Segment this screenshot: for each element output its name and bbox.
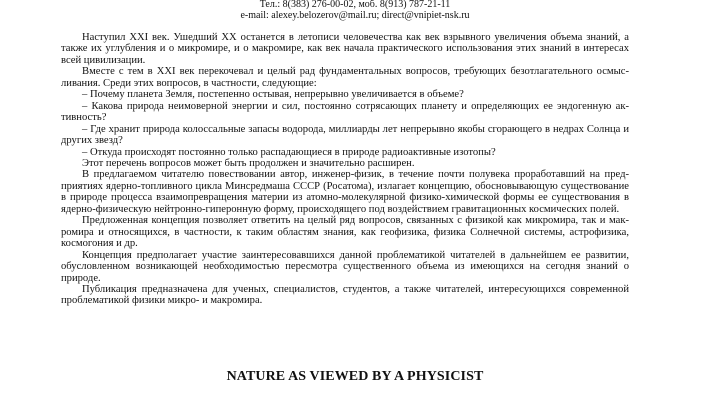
contact-email: e-mail: alexey.belozerov@mail.ru; direct@vnipiet-nsk.ru bbox=[240, 10, 470, 21]
paragraph: Этот перечень вопросов может быть продолжен и значительно расширен. bbox=[82, 157, 415, 169]
paragraph: Наступил XXI век. Ушедший XX останется в летописи человечества как век взрывного увеличения объема знаний, а также их углубления и о микромире, и о макромире, как век начала практического использования этих знаний в интересах всей цивилизации. bbox=[61, 32, 629, 66]
paragraph: Предложенная концепция позволяет ответить на целый ряд вопросов, связанных с физикой как микромира, так и макромира и относящихся, в частности, к таким областям знания, как геофизика, физика Солнечной системы, астрофизика, космогония и др. bbox=[61, 215, 629, 250]
abstract-body bbox=[61, 32, 629, 307]
contact-phone: Тел.: 8(383) 276-00-02, моб. 8(913) 787-21-11 bbox=[259, 0, 451, 10]
paragraph: Публикация предназначена для ученых, специалистов, студентов, а также читателей, интересующихся современной проблематикой физики микро- и макромира. bbox=[61, 283, 629, 307]
question-item: – Где хранит природа колоссальные запасы водорода, миллиарды лет непрерывно якобы сгорающего в недрах Солнца и других звезд? bbox=[61, 123, 629, 147]
question-item: – Откуда происходят постоянно только распадающиеся в природе радиоактивные изотопы? bbox=[82, 146, 496, 158]
question-item: – Какова природа неимоверной энергии и сил, постоянно сотрясающих планету и определяющих ее эндогенную активность? bbox=[61, 100, 629, 124]
question-item: – Почему планета Земля, постепенно остывая, непрерывно увеличивается в объеме? bbox=[82, 89, 464, 101]
paragraph: В предлагаемом читателю повествовании автор, инженер-физик, в течение почти полувека проработавший на предприятиях ядерно-топливного цикла Минсредмаша СССР (Росатома), излагает концепцию, обосновывающую существование в природе процесса взаимопревращения материи из атомно-молекулярной физико-химической формы ее существования в ядерно-физическую нейтронно-гиперонную форму, происходящего под воздействием гравитационных космических полей. bbox=[61, 169, 629, 215]
english-title: NATURE AS VIEWED BY A PHYSICIST bbox=[226, 369, 484, 384]
paragraph: Концепция предполагает участие заинтересовавшихся данной проблематикой читателей в дальнейшем ее развитии, обусловленном возникающей необходимостью пересмотра существенного объема из имеющихся на сегодня знаний о природе. bbox=[61, 249, 629, 284]
paragraph: Вместе с тем в XXI век перекочевал и целый рад фундаментальных вопросов, требующих безотлагательного осмысливания. Среди этих вопросов, в частности, следующие: bbox=[61, 66, 629, 89]
